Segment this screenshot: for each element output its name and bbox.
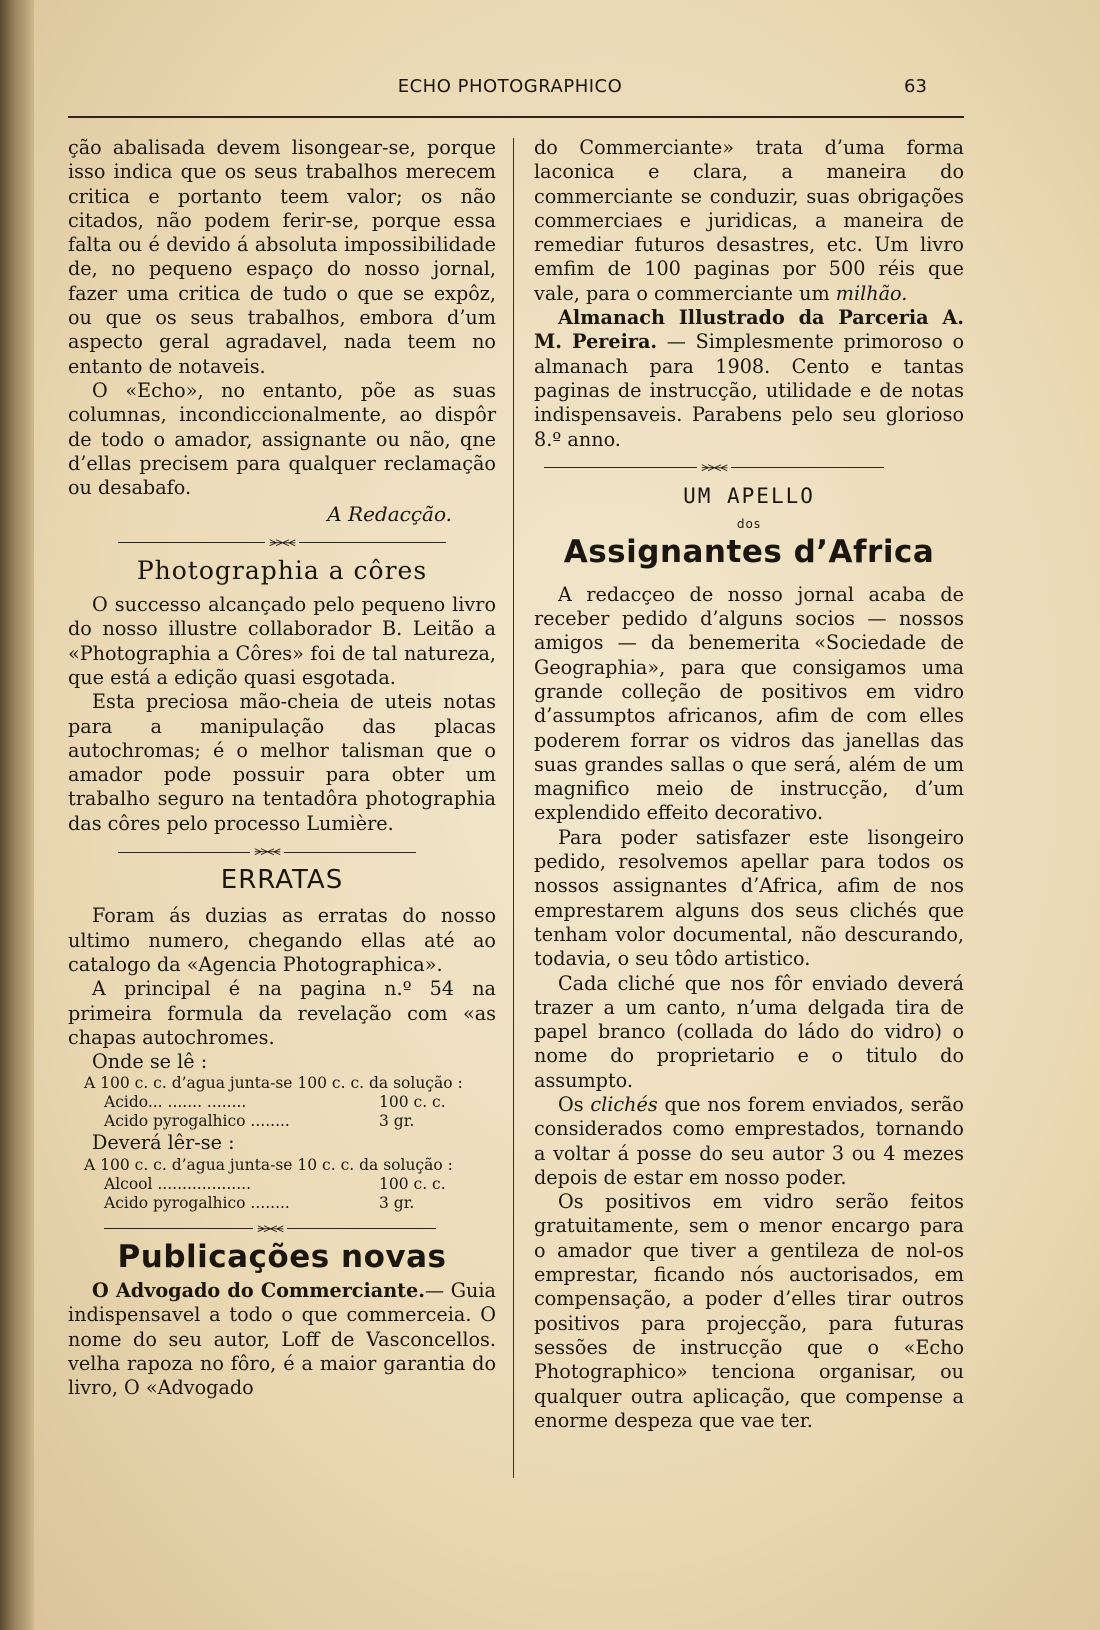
apello-paragraph-3: Cada cliché que nos fôr enviado deverá trazer a um canto, n’uma delgada tira de papel branco (collada do ládo do vidro) o nome do proprietario e o titulo do assumpto. [534,971,964,1092]
right-column [534,136,964,1433]
apello-p4-emphasis: clichés [590,1092,658,1116]
running-header-title: ECHO PHOTOGRAPHICO [397,76,623,97]
apello-p4-start: Os [558,1092,591,1116]
apello-paragraph-1: A redacçeo de nosso jornal acaba de receber pedido d’alguns socios — nossos amigos — da benemerita «Sociedade de Geographia», para que consigamos uma grande colleção de positivos em vidro d’assumptos africanos, afim de com elles poderem forrar os vidros das janellas das suas grandes sallas o que será, além de um magnifico meio de instrucção, d’um explendido effeito decorativo. [534,582,964,825]
ornament-glyph: ⪫⪫⪪⪪ [701,459,727,475]
signature: A Redacção. [327,502,452,527]
almanach-text: — Simplesmente primoroso o almanach para 1908. Cento e tantas paginas de instrucção, utilidade e de notas indispensaveis. Parabens pelo seu glorioso 8.º anno. [534,330,964,451]
ornament-glyph: ⪫⪫⪪⪪ [269,534,295,550]
formula-amount: 3 gr. [379,1112,415,1131]
apello-paragraph-4 [534,1093,964,1190]
section-ornament [544,460,884,476]
publication-paragraph [68,1279,496,1400]
apello-paragraph-5: Os positivos em vidro serão feitos gratuitamente, sem o menor encargo para o amador que tiver a gentileza de nol-os emprestar, ficando nós auctorisados, em compensação, a poder d’elles tirar outros positivos para projecção, para futuras sessões de instrucção que o «Echo Photographico» tenciona organisar, ou qualquer outra aplicação, que compense a enorme despeza que vae ter. [534,1190,964,1432]
continued-paragraph [534,136,964,306]
heading-photographia-a-cores: Photographia a côres [136,555,428,585]
section-ornament [118,535,446,551]
onde-se-le: Onde se lê : [92,1050,208,1074]
formula-lead: A 100 c. c. d’agua junta-se 10 c. c. da solução : [84,1155,453,1174]
formula-ingredient: Alcool ................... [104,1174,251,1193]
continued-text: do Commerciante» trata d’uma forma laconica e clara, a maneira do commerciante se conduzir, suas obrigações commerciaes e juridicas, a maneira de remediar futuros desastres, etc. Um livro emfim de 100 paginas por 500 réis que vale, para o commerciante um [534,136,964,305]
heading-publicacoes-novas: Publicações novas [117,1238,447,1275]
photo-paragraph-1: O successo alcançado pelo pequeno livro do nosso illustre collaborador B. Leitão a «Photographia a Côres» foi de tal natureza, que está a edição quasi esgotada. [68,593,496,689]
section-ornament [104,1221,436,1237]
formula-amount: 3 gr. [379,1193,415,1212]
formula-ingredient: Acido... ....... ........ [104,1093,247,1112]
heading-dos: dos [736,517,762,532]
book-spine-shadow [0,0,34,1630]
heading-erratas: ERRATAS [220,865,344,896]
formula-row [68,1093,496,1112]
apello-p4-end: que nos forem enviados, serão considerados como emprestados, tornando a voltar á posse do seu autor 3 ou 4 mezes depois de estar em nosso poder. [534,1092,964,1189]
ornament-line [118,852,250,853]
formula-ingredient: Acido pyrogalhico ........ [104,1193,290,1212]
formula-amount: 100 c. c. [379,1093,446,1112]
heading-assignantes-dafrica: Assignantes d’Africa [563,534,935,571]
formula-lead: A 100 c. c. d’agua junta-se 100 c. c. da solução : [84,1074,463,1093]
column-divider [513,138,514,1478]
heading-um-apello: UM APELLO [683,483,815,508]
ornament-line [299,542,446,543]
almanach-paragraph [534,306,964,452]
ornament-line [544,467,697,468]
errata-paragraph-2: A principal é na pagina n.º 54 na primeira formula da revelação com «as chapas autochromes. [68,977,496,1049]
errata-paragraph-1: Foram ás duzias as erratas do nosso ultimo numero, chegando ellas até ao catalogo da «Agencia Photographica». [68,904,496,976]
intro-paragraph-2: O «Echo», no entanto, põe as suas columnas, incondiccionalmente, ao dispôr de todo o amador, assignante ou não, qne d’ellas precisem para qualquer reclamação ou desabafo. [68,378,496,500]
publication-text: — Guia indispensavel a todo o que commerceia. O nome do seu autor, Loff de Vasconcellos. velha rapoza no fôro, é a maior garantia do livro, O «Advogado [68,1278,496,1400]
ornament-line [287,1228,436,1229]
formula-original [68,1074,496,1131]
intro-paragraph-1: ção abalisada devem lisongear-se, porque isso indica que os seus trabalhos merecem critica e portanto teem valor; os não citados, não podem ferir-se, porque essa falta ou é devido á absoluta impossibilidade de, no pequeno espaço do nosso jornal, fazer uma critica de tudo o que se expôz, ou que os seus trabalhos, embora d’um aspecto geral agradavel, nada teem no entanto de notaveis. [68,136,496,378]
apello-paragraph-2: Para poder satisfazer este lisongeiro pedido, resolvemos apellar para todos os nossos assignantes d’Africa, afim de nos emprestarem alguns dos seus clichés que tenham volor documental, não descurando, todavia, o seu tôdo artistico. [534,825,964,971]
formula-amount: 100 c. c. [379,1174,446,1193]
devera-ler-se: Deverá lêr-se : [92,1131,235,1155]
formula-row [68,1175,496,1194]
formula-row [68,1112,496,1131]
formula-corrected [68,1156,496,1213]
photo-paragraph-2: Esta preciosa mão-cheia de uteis notas para a manipulação das placas autochromas; é o melhor talisman que o amador pode possuir para obter um trabalho seguro na tentadôra photographia das côres pelo processo Lumière. [68,690,496,835]
formula-row [68,1194,496,1213]
continued-emphasis: milhão. [835,281,908,305]
ornament-line [104,1228,253,1229]
formula-ingredient: Acido pyrogalhico ........ [104,1112,290,1131]
almanach-title: Almanach Illustrado da Parceria A. M. Pereira. [534,306,964,354]
ornament-line [731,467,884,468]
ornament-glyph: ⪫⪫⪪⪪ [254,844,280,860]
header-rule [68,116,964,118]
ornament-line [284,852,416,853]
section-ornament [118,844,416,860]
ornament-line [118,542,265,543]
page-number: 63 [904,76,927,97]
ornament-glyph: ⪫⪫⪪⪪ [257,1220,283,1236]
publication-title: O Advogado do Commerciante. [92,1278,425,1302]
left-column [68,136,496,1400]
